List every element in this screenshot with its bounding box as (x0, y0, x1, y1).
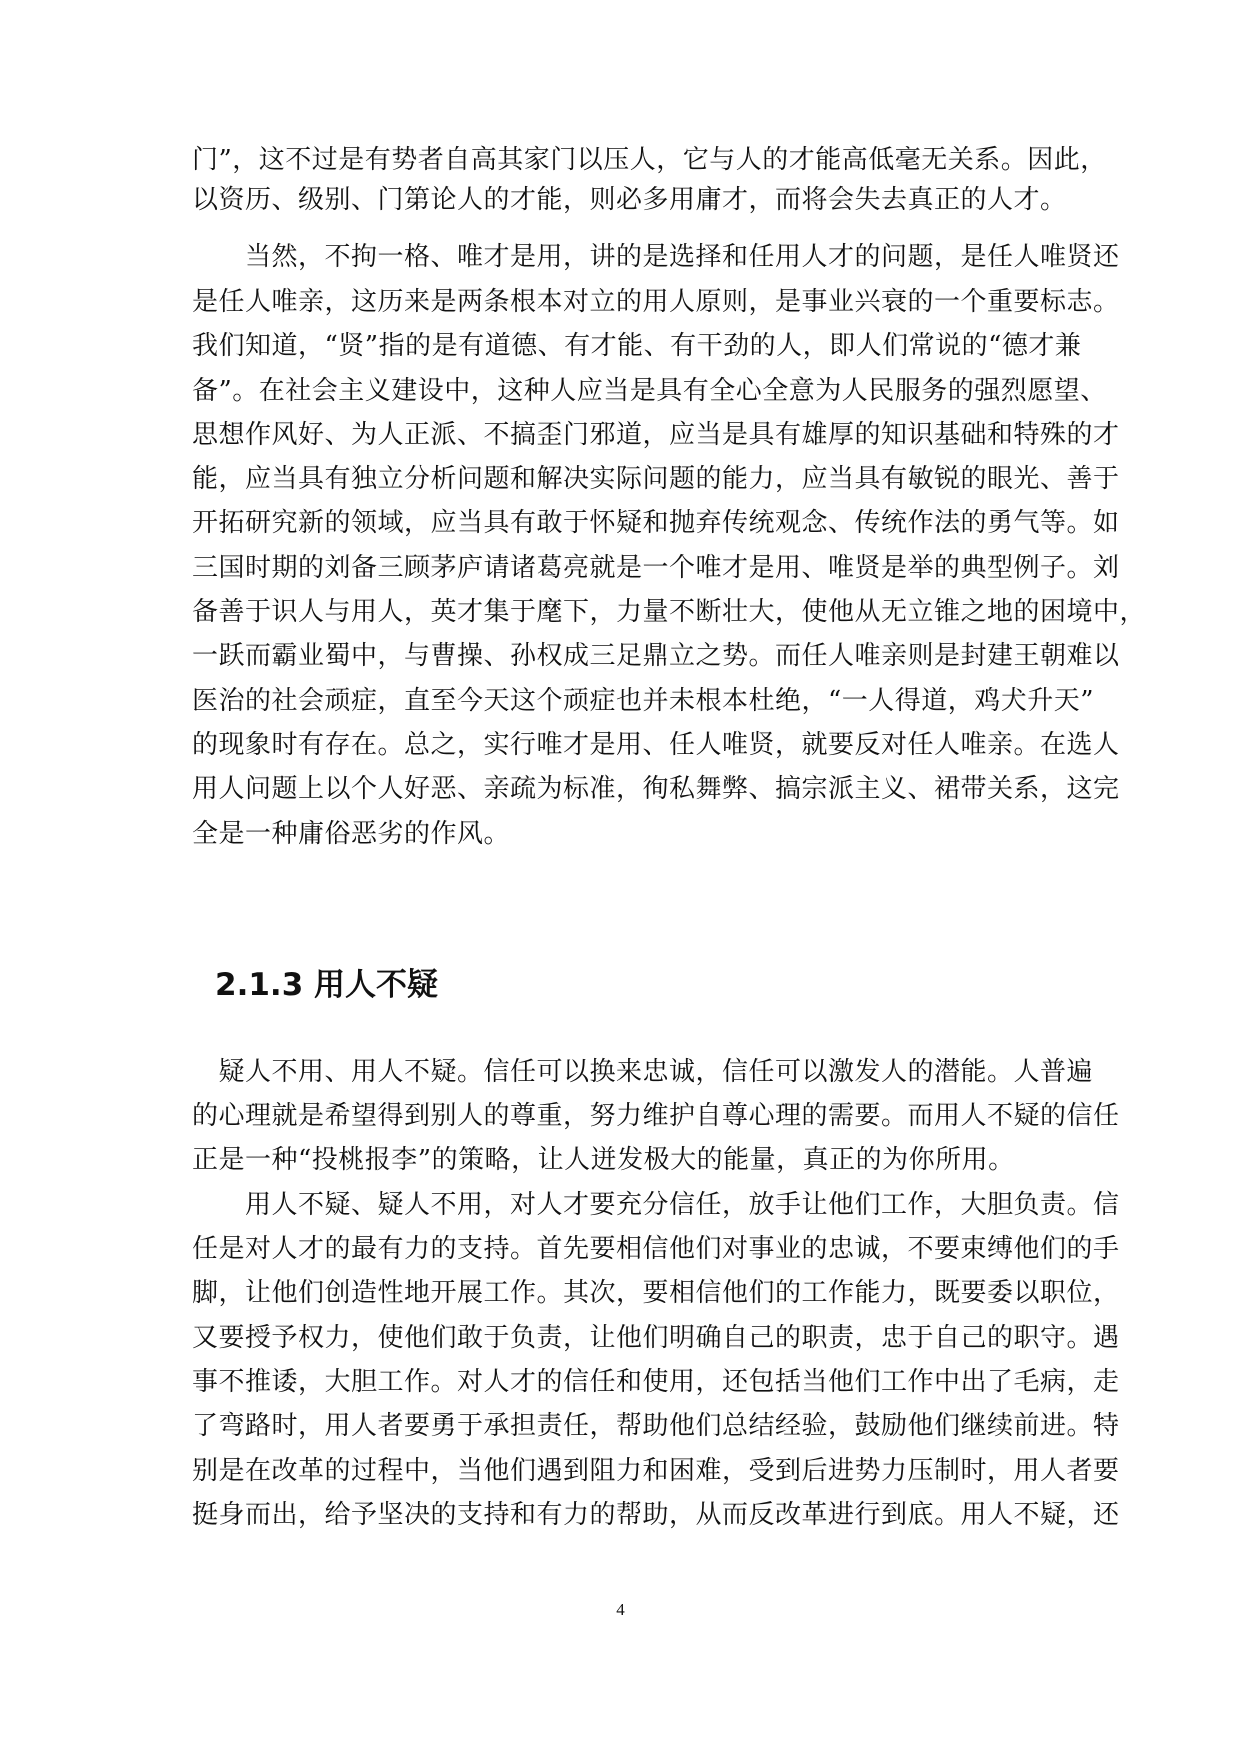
body-text-line: 门”，这不过是有势者自高其家门以压人，它与人的才能高低毫无关系。因此， (192, 145, 1107, 175)
body-text-line: 了弯路时，用人者要勇于承担责任，帮助他们总结经验，鼓励他们继续前进。特 (192, 1411, 1120, 1441)
body-text-line: 以资历、级别、门第论人的才能，则必多用庸才，而将会失去真正的人才。 (192, 185, 1067, 215)
body-text-line: 疑人不用、用人不疑。信任可以换来忠诚，信任可以激发人的潜能。人普遍 (192, 1057, 1094, 1087)
body-text-line: 用人问题上以个人好恶、亲疏为标准，徇私舞弊、搞宗派主义、裙带关系，这完 (192, 774, 1120, 804)
section-heading: 2.1.3 用人不疑 (215, 967, 439, 1003)
body-text-line: 当然，不拘一格、唯才是用，讲的是选择和任用人才的问题，是任人唯贤还 (192, 242, 1120, 272)
body-text-line: 思想作风好、为人正派、不搞歪门邪道，应当是具有雄厚的知识基础和特殊的才 (192, 420, 1120, 450)
body-text-line: 一跃而霸业蜀中，与曹操、孙权成三足鼎立之势。而任人唯亲则是封建王朝难以 (192, 641, 1120, 671)
body-text-line: 备善于识人与用人，英才集于麾下，力量不断壮大，使他从无立锥之地的困境中， (192, 597, 1147, 627)
body-text-line: 我们知道，“贤”指的是有道德、有才能、有干劲的人，即人们常说的“德才兼 (192, 331, 1082, 361)
body-text-line: 挺身而出，给予坚决的支持和有力的帮助，从而反改革进行到底。用人不疑，还 (192, 1500, 1120, 1530)
body-text-line: 的心理就是希望得到别人的尊重，努力维护自尊心理的需要。而用人不疑的信任 (192, 1101, 1120, 1131)
page-number: 4 (616, 1600, 625, 1619)
body-text-line: 三国时期的刘备三顾茅庐请诸葛亮就是一个唯才是用、唯贤是举的典型例子。刘 (192, 553, 1120, 583)
body-text-line: 事不推诿，大胆工作。对人才的信任和使用，还包括当他们工作中出了毛病，走 (192, 1367, 1120, 1397)
body-text-line: 能，应当具有独立分析问题和解决实际问题的能力，应当具有敏锐的眼光、善于 (192, 464, 1120, 494)
body-text-line: 全是一种庸俗恶劣的作风。 (192, 819, 511, 849)
body-text-line: 任是对人才的最有力的支持。首先要相信他们对事业的忠诚，不要束缚他们的手 (192, 1234, 1120, 1264)
body-text-line: 是任人唯亲，这历来是两条根本对立的用人原则，是事业兴衰的一个重要标志。 (192, 287, 1120, 317)
body-text-line: 开拓研究新的领域，应当具有敢于怀疑和抛弃传统观念、传统作法的勇气等。如 (192, 508, 1120, 538)
body-text-line: 脚，让他们创造性地开展工作。其次，要相信他们的工作能力，既要委以职位， (192, 1278, 1120, 1308)
body-text-line: 又要授予权力，使他们敢于负责，让他们明确自己的职责，忠于自己的职守。遇 (192, 1323, 1120, 1353)
body-text-line: 用人不疑、疑人不用，对人才要充分信任，放手让他们工作，大胆负责。信 (192, 1190, 1120, 1220)
body-text-line: 的现象时有存在。总之，实行唯才是用、任人唯贤，就要反对任人唯亲。在选人 (192, 730, 1120, 760)
body-text-line: 别是在改革的过程中，当他们遇到阻力和困难，受到后进势力压制时，用人者要 (192, 1456, 1120, 1486)
body-text-line: 备”。在社会主义建设中，这种人应当是具有全心全意为人民服务的强烈愿望、 (192, 376, 1107, 406)
body-text-line: 正是一种“投桃报李”的策略，让人迸发极大的能量，真正的为你所用。 (192, 1145, 1015, 1175)
body-text-line: 医治的社会顽症，直至今天这个顽症也并未根本杜绝，“一人得道，鸡犬升天” (192, 686, 1095, 716)
